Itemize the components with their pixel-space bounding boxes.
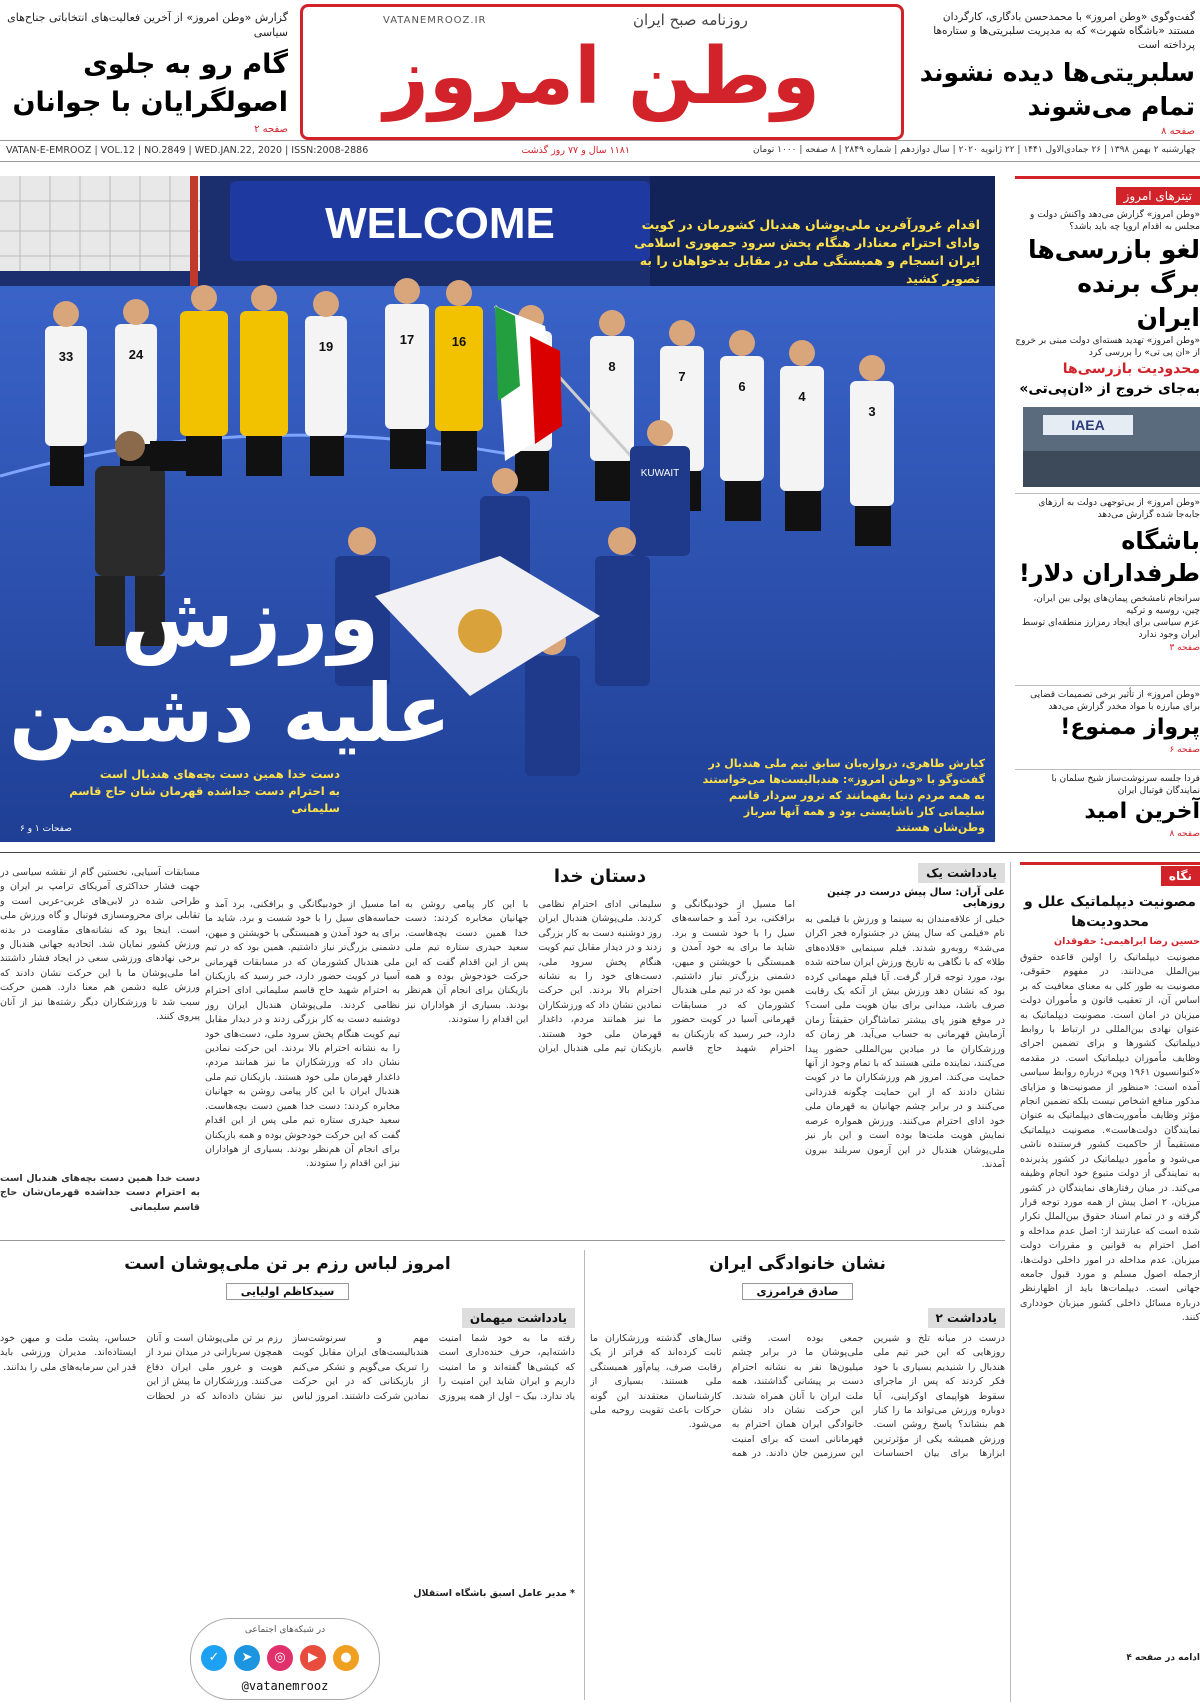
top-right-page-ref: صفحه ۸ xyxy=(1161,126,1195,137)
photo-caption-top: اقدام غرورآفرین ملی‌پوشان هندبال کشورمان در کویت وادای احترام معنادار هنگام پخش سرود جمهوری اسلامی ایران انسجام و همبستگی ملی در مقابل بدخواهان را به تصویر کشید xyxy=(634,217,980,286)
photo-caption-right: کیارش طاهری، دروازه‌بان سابق تیم ملی هندبال در گفت‌وگو با «وطن امروز»: هندبالیست‌ها می‌خواستند به همه مردم دنیا بفهمانند که ترور سردار قاسم سلیمانی کار ناشایستی بود و همه آنها سرباز وطن‌شان هستند xyxy=(702,757,985,834)
sidebar-item2-bullet2: عزم سیاسی برای ایجاد رمزارز منطقه‌ای توسط ایران وجود ندارد xyxy=(1021,618,1200,640)
yaddasht1-author: علی آران: سال پیش درست در چنین روزهایی xyxy=(827,887,1005,909)
sidebar-item2-bullet1: سرانجام نامشخص پیمان‌های پولی بین ایران، چین، روسیه و ترکیه xyxy=(1033,594,1200,616)
jersey-number: 24 xyxy=(128,347,144,362)
sidebar-item1-lead: «وطن امروز» تهدید هسته‌ای دولت مبنی بر خروج از «ان پی تی» را بررسی کرد xyxy=(1015,336,1200,358)
column-rule xyxy=(1010,862,1011,1702)
sidebar-item1-red: محدودیت بازرسی‌ها xyxy=(1062,361,1200,377)
newspaper-logo: وطن امروز xyxy=(383,32,821,122)
story-sub[interactable] xyxy=(0,1254,575,1601)
story-sub-author-wrap xyxy=(0,1280,575,1299)
sidebar-item3-headline: پرواز ممنوع! xyxy=(1060,715,1200,740)
story-kasb-body: درست در میانه تلخ و شیرین روزهایی که این خبر تیم ملی هندبال را شنیدیم بسیاری با خود فکر کردند که پس از ماجرای سقوط هواپیمای اوکراینی، آیا دوباره ورزش می‌تواند ما را کنار هم بنشاند؟ پاسخ روشن است. ورزش همیشه یکی از مؤثرترین ابزارها برای بیان احساسات جمعی بوده است. وقتی ملی‌پوشان ما در برابر چشم میلیون‌ها نفر به نشانه احترام دست بر پیشانی گذاشتند، همه ملت ایران با آنان همراه شدند. این حرکت نشان داد نشان خانوادگی ایران همان احترام به قهرمانانی است که برای امنیت این سرزمین جان دادند. در همه سال‌های گذشته ورزشکاران ما ثابت کرده‌اند که فراتر از یک رقابت صرف، پیام‌آور همبستگی ملی هستند. بسیاری از کارشناسان معتقدند این گونه حرکات باعث تقویت روحیه ملی می‌شود. xyxy=(590,1333,1005,1460)
welcome-banner: WELCOME xyxy=(325,199,555,248)
top-right-story[interactable] xyxy=(915,10,1195,139)
photo-headline-line1: ورزش xyxy=(120,571,380,666)
jersey-number: 3 xyxy=(868,404,876,419)
issue-info-bar xyxy=(0,140,1200,162)
sidebar-divider xyxy=(1015,769,1200,770)
section-divider xyxy=(0,1240,1005,1241)
photo-page-ref: صفحات ۱ و ۶ xyxy=(20,824,72,834)
negah-body: مصونیت دیپلماتیک را اولین قاعده حقوق بین‌الملل می‌دانند. در مفهوم حقوقی، مصونیت به طور کلی به معنای معافیت که بر اساس آن، از تعقیب قانون و مأموران دولت میزبان در امان است. مصونیت دیپلماتیک به عنوان نهادی بین‌المللی در ارتباط با روابط دیپلماتیک کشورها و برای تضمین اجرای وظایف مأموران دیپلماتیک است. در مقدمه «کنوانسیون ۱۹۶۱ وین» درباره روابط سیاسی آمده است: «منظور از مصونیت‌ها و مزایای مذکور منافع اشخاص نیست بلکه تضمین انجام مؤثر وظایف مأموریت‌های دیپلماتیک به عنوان نمایندگان دولت‌هاست». مصونیت دیپلماتیک مستقیماً از حاکمیت کشور فرستنده ناشی می‌شود و مأمور دیپلماتیک در کشور پذیرنده به نمایندگی از دولت متبوع خود انجام وظیفه می‌کند. در میان رفتارهای نمایندگان در کشور میزبان، ۲ اصل پیش از همه مورد توجه قرار گرفته و در تمام اسناد حقوق بین‌الملل تکرار شده است که عبارتند از: اصل عدم مداخله و اصل احترام به قوانین و مقررات دولت میزبان. عدم مداخله در امور داخلی دولت‌ها، ازجمله اصول مسلم و مورد قبول جامعه جهانی است. دیپلمات‌ها باید از اظهارنظر درباره مسائل داخلی کشور میزبان خودداری کنند. xyxy=(1020,952,1200,1324)
sidebar-tag-wrap xyxy=(1015,179,1200,205)
story-sub-title: امروز لباس رزم بر تن ملی‌پوشان است xyxy=(124,1254,451,1274)
photo-sub2: به احترام دست جداشده قهرمان شان حاج قاسم سلیمانی xyxy=(69,784,340,815)
story-sub-tag-wrap xyxy=(0,1307,575,1328)
jersey-number: 8 xyxy=(608,359,616,374)
dastan-khoda-title-wrap xyxy=(405,866,795,887)
soroush-icon[interactable]: ● xyxy=(333,1645,359,1671)
story-sub-author: سیدکاظم اولیایی xyxy=(226,1283,350,1300)
sidebar-item-2[interactable] xyxy=(1015,497,1200,656)
social-box xyxy=(0,1600,570,1705)
issue-info-persian: چهارشنبه ۲ بهمن ۱۳۹۸ | ۲۶ جمادی‌الاول ۱۴۴۱ | ۲۲ ژانویه ۲۰۲۰ | سال دوازدهم | شماره ۲۸۴۹ | ۸ صفحه | ۱۰۰۰ تومان xyxy=(752,145,1196,155)
negah-continue: ادامه در صفحه ۴ xyxy=(1126,1653,1200,1663)
yaddasht1-column[interactable] xyxy=(805,862,1005,1232)
sidebar-item4-page: صفحه ۸ xyxy=(1169,829,1200,839)
negah-column[interactable] xyxy=(1020,862,1200,1708)
instagram-icon[interactable]: ◎ xyxy=(267,1645,293,1671)
iaea-photo-table xyxy=(1023,451,1200,487)
sidebar-item1-headline: لغو بازرسی‌ها برگ برنده ایران xyxy=(1027,235,1200,332)
top-left-story[interactable] xyxy=(6,10,288,137)
jersey-number: 7 xyxy=(678,369,686,384)
handball-team-photo xyxy=(0,176,995,842)
negah-author: حسین رضا ابراهیمی: حقوقدان xyxy=(1053,936,1200,947)
sidebar-item2-headline: باشگاه طرفداران دلار! xyxy=(1018,527,1200,587)
iaea-photo xyxy=(1023,407,1200,487)
left-top-highlight: دست خدا همین دست بچه‌های هندبال است به احترام دست جداشده قهرمان‌شان حاج قاسم سلیمانی xyxy=(0,1173,200,1213)
sidebar-item-3[interactable] xyxy=(1015,689,1200,758)
story-sub-tag: یادداشت میهمان xyxy=(462,1308,575,1328)
top-left-page-ref: صفحه ۲ xyxy=(254,124,288,135)
jersey-number: 17 xyxy=(399,332,415,347)
story-kasb-title: نشان خانوادگی ایران xyxy=(709,1254,886,1274)
masthead-subtitle: روزنامه صبح ایران xyxy=(633,11,748,29)
social-label: در شبکه‌های اجتماعی xyxy=(244,1625,326,1635)
telegram-icon[interactable]: ➤ xyxy=(234,1645,260,1671)
sidebar-item-1[interactable] xyxy=(1015,209,1200,399)
social-handle[interactable]: @vatanemrooz xyxy=(241,1679,329,1693)
sidebar-divider xyxy=(1015,493,1200,494)
masthead-url[interactable]: VATANEMROOZ.IR xyxy=(383,15,487,26)
dastan-khoda-body: اما مسیل از خودبیگانگی و برافکنی، برد آمد و حماسه‌های سیل را با خود شست و برد. شاید ما برای یه خود آمدن و همبستگی با خویشتن و میهن، دشمنی بزرگ‌تر نیاز داشتیم. همین بود که در تیم ملی هندبال کشورمان که در مسابقات قهرمانی آسیا در کویت حضور دارد، خبر رسید که بازیکنان به احترام شهید حاج قاسم سلیمانی ادای احترام نظامی کردند. ملی‌پوشان هندبال ایران روز دوشنبه دست به کار بزرگی زدند و در دیدار مقابل تیم کویت هنگام پخش سرود ملی، دست‌های خود را به نشانه احترام بالا بردند. این حرکت نمادین نشان داد که ورزشکاران ما نیز همانند مردم، داغدار قهرمان ملی خود هستند. بازیکنان تیم ملی هندبال ایران با این کار پیامی روشن به جهانیان مخابره کردند: دست خدا همین دست بچه‌هاست. سعید حیدری ستاره تیم ملی پس از این اقدام گفت که این حرکت خودجوش بوده و همه بازیکنان برای انجام آن هم‌نظر بودند. بسیاری از هواداران نیز این اقدام را ستودند. xyxy=(405,899,795,1055)
official-head xyxy=(647,420,673,446)
story-kasb-author-wrap xyxy=(590,1280,1005,1299)
story-sub-body: رفته ما به خود شما امنیت داشته‌ایم، حرف خنده‌داری است که کیشی‌ها گفته‌اند و ما امنیت داریم و ایران شاید این امنیت را یاد ندارد. بیک – اول از همه پیروزی مهم و سرنوشت‌ساز هندبالیست‌های ایران مقابل کویت را تبریک می‌گویم و تشکر می‌کنم از بازیکنانی که در این حرکت نمادین شرکت داشتند. امروز لباس رزم بر تن ملی‌پوشان است و آنان همچون سربازانی در میدان نبرد از هویت و غرور ملی ایران دفاع می‌کنند. ورزشکاران ما پیش از این نیز نشان داده‌اند که در لحظات حساس، پشت ملت و میهن خود ایستاده‌اند. مدیران ورزشی باید قدر این سرمایه‌های ملی را بدانند. xyxy=(0,1333,575,1402)
sidebar-item1-kicker: «وطن امروز» گزارش می‌دهد واکنش دولت و مجلس به اقدام اروپا چه باید باشد؟ xyxy=(1029,210,1200,232)
jersey-number: 5 xyxy=(738,494,746,509)
story-kasb[interactable] xyxy=(590,1254,1005,1708)
sidebar-item3-kicker: «وطن امروز» از تأثیر برخی تصمیمات قضایی برای مبارزه با مواد مخدر گزارش می‌دهد xyxy=(1030,690,1200,712)
jersey-number: 4 xyxy=(798,389,806,404)
photo-headline-line2: علیه دشمن xyxy=(9,667,451,760)
sidebar-item4-headline: آخرین امید xyxy=(1084,799,1200,824)
negah-title: مصونیت دیپلماتیک علل و محدودیت‌ها xyxy=(1024,894,1196,930)
official-in-blue xyxy=(630,446,690,556)
left-top-column[interactable] xyxy=(0,866,200,1232)
kuwait-shirt-text: KUWAIT xyxy=(640,468,680,479)
dastan-khoda-title: دستان خدا xyxy=(553,866,647,887)
sidebar-item2-page: صفحه ۳ xyxy=(1169,643,1200,653)
sidebar-item-4[interactable] xyxy=(1015,773,1200,842)
left-mid-column[interactable] xyxy=(205,898,400,1232)
negah-tag: نگاه xyxy=(1161,866,1200,886)
negah-tag-wrap xyxy=(1020,862,1200,886)
story-sub-signature: * مدیر عامل اسبق باشگاه استقلال xyxy=(413,1588,575,1599)
story-kasb-tag-wrap xyxy=(590,1307,1005,1328)
top-right-kicker: گفت‌وگوی «وطن امروز» با محمدحسن بادگاری، کارگردان مستند «باشگاه شهرت» که به مدیریت سلبریتی‌ها و ستاره‌ها پرداخته است xyxy=(933,11,1195,51)
sidebar-divider xyxy=(1015,685,1200,686)
sidebar-tag: تیترهای امروز xyxy=(1116,187,1200,205)
main-photo[interactable] xyxy=(0,176,995,842)
left-top-body: مسابقات آسیایی، نخستین گام از نقشه سیاسی در جهت فشار حداکثری آمریکای ترامپ بر ایران و طراحی شده در لابی‌های غربی-عربی است و تقابلی برای محرومسازی فوتبال و گاه ورزش ملی است. اینجا بود که نشانه‌های مقاومت در بدنه ورزش کشور نمایان شد. اتحادیه جهانی هندبال و برخی نهادهای ورزشی سعی در ایجاد فشار داشتند اما ملی‌پوشان ما با این حرکت نشان دادند که ورزش علیه دشمن هم معنا دارد. همین حرکت سبب شد تا ورزشکاران دیگر رشته‌ها نیز از آنان پیروی کنند. xyxy=(0,867,200,1023)
photo-sub1: دست خدا همین دست بچه‌های هندبال است xyxy=(99,767,340,781)
left-mid-body: اما مسیل از خودبیگانگی و برافکنی، برد آمد و حماسه‌های سیل را با خود شست و برد. شاید ما برای یه خود آمدن و همبستگی با خویشتن و میهن، دشمنی بزرگ‌تر نیاز داشتیم. همین بود که در تیم ملی هندبال کشورمان که در مسابقات قهرمانی آسیا در کویت حضور دارد، خبر رسید که بازیکنان به احترام شهید حاج قاسم سلیمانی ادای احترام نظامی کردند. ملی‌پوشان هندبال ایران روز دوشنبه دست به کار بزرگی زدند و در دیدار مقابل تیم کویت هنگام پخش سرود ملی، دست‌های خود را به نشانه احترام بالا بردند. این حرکت نمادین نشان داد که ورزشکاران ما نیز همانند مردم، داغدار قهرمان ملی خود هستند. بازیکنان تیم ملی هندبال ایران با این کار پیامی روشن به جهانیان مخابره کردند: دست خدا همین دست بچه‌هاست. سعید حیدری ستاره تیم ملی پس از این اقدام گفت که این حرکت خودجوش بوده و همه بازیکنان برای انجام آن هم‌نظر بودند. بسیاری از هواداران نیز این اقدام را ستودند. xyxy=(205,899,400,1170)
issue-info-latin: VATAN-E-EMROOZ | VOL.12 | NO.2849 | WED.JAN.22, 2020 | ISSN:2008-2886 xyxy=(6,145,369,156)
iaea-photo-label: IAEA xyxy=(1043,415,1133,435)
sidebar-headlines xyxy=(1015,176,1200,842)
masthead xyxy=(300,4,904,140)
yaddasht1-body: خیلی از علاقه‌مندان به سینما و ورزش با فیلمی به نام «فیلمی که سال پیش در جشنواره فجر اکران می‌شد» روبه‌رو شدند. فیلم سینمایی «قلاده‌های طلا» که با نگاهی به تاریخ ورزش ایران ساخته شده بود، مورد توجه قرار گرفت. آیا فیلم مهمانی کرده بود که نشان دهد ورزش بیش از آنکه یک رقابت صرف باشد، میدانی برای بیان هویت ملی است؟ در موقع هنوز پای بیشتر تماشاگران حقیقتاً زمان آزمایش قهرمانی به حساب می‌آید. هر زمان که ورزشکاران ما در میادین بین‌المللی حضور پیدا می‌کنند، نماینده ملتی هستند که با تمام وجود از آنها حمایت می‌کند. امروز هم ورزشکاران ما در کویت نشان دادند که از این حمایت چگونه قدردانی می‌کنند و در برابر چشم جهانیان به قهرمان ملی خود ادای احترام می‌کنند. ورزش همواره عرصه نمایش هویت ملت‌ها بوده است و این بار نیز ملی‌پوشان هندبال در این آزمون سربلند بیرون آمدند. xyxy=(805,914,1005,1170)
story-kasb-tag: یادداشت ۲ xyxy=(928,1308,1005,1328)
jersey-number: 6 xyxy=(738,379,746,394)
sidebar-item1-sub: به‌جای خروج از «ان‌پی‌تی» xyxy=(1019,381,1200,397)
yaddasht1-tag-wrap xyxy=(805,862,1005,883)
column-rule xyxy=(584,1250,585,1700)
dastan-khoda-column[interactable] xyxy=(405,898,795,1232)
jersey-number: 33 xyxy=(58,349,74,364)
sidebar-item2-kicker: «وطن امروز» از بی‌توجهی دولت به ارزهای جابه‌جا شده گزارش می‌دهد xyxy=(1038,498,1200,520)
top-left-headline: گام رو به جلوی اصولگرایان با جوانان xyxy=(12,49,288,118)
top-right-headline: سلبریتی‌ها دیده نشوند تمام می‌شوند xyxy=(919,58,1195,121)
issue-info-counter: ۱۱۸۱ سال و ۷۷ روز گذشت xyxy=(521,145,630,156)
twitter-icon[interactable]: ✓ xyxy=(201,1645,227,1671)
section-divider xyxy=(0,852,1200,853)
jersey-number: 19 xyxy=(318,339,334,354)
story-kasb-author: صادق فرامرزی xyxy=(742,1283,854,1300)
aparat-icon[interactable]: ▶ xyxy=(300,1645,326,1671)
sidebar-item3-page: صفحه ۶ xyxy=(1169,745,1200,755)
sidebar-item4-kicker: فردا جلسه سرنوشت‌ساز شیخ سلمان با نمایندگان فوتبال ایران xyxy=(1051,774,1200,796)
jersey-number: 16 xyxy=(451,334,467,349)
goal-post xyxy=(190,176,198,286)
yaddasht1-tag: یادداشت یک xyxy=(918,863,1005,883)
social-pill xyxy=(190,1618,380,1700)
top-left-kicker: گزارش «وطن امروز» از آخرین فعالیت‌های انتخاباتی جناح‌های سیاسی xyxy=(7,11,288,39)
